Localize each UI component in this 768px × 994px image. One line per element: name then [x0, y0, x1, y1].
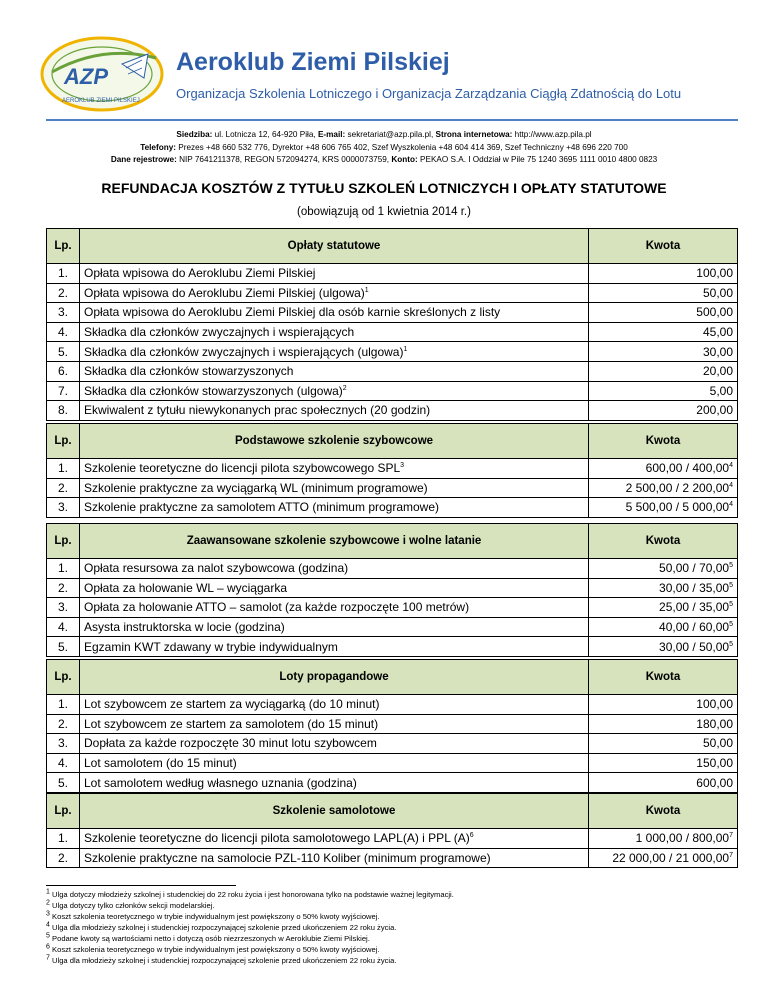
- footnote-text: Koszt szkolenia teoretycznego w trybie indywidualnym jest powiększony o 50% kwoty wyjściowej.: [52, 945, 380, 954]
- row-number: 5.: [47, 773, 80, 793]
- row-description: [80, 401, 589, 421]
- amount-text: 25,00 / 35,00: [659, 600, 730, 615]
- description-text: Składka dla członków stowarzyszonych: [84, 364, 294, 379]
- amount-text: 45,00: [702, 325, 733, 340]
- amount-text: 40,00 / 60,00: [659, 620, 730, 635]
- footnotes: [46, 889, 746, 966]
- row-amount: [589, 459, 738, 479]
- amount-text: 1 000,00 / 800,00: [635, 831, 730, 846]
- row-description: [80, 848, 589, 868]
- row-amount: [589, 342, 738, 362]
- amount-text: 20,00: [702, 364, 733, 379]
- footnote-number: 4: [46, 921, 50, 929]
- table-header-row: [47, 524, 738, 559]
- row-description: [80, 322, 589, 342]
- row-amount: [589, 303, 738, 323]
- description-text: Opłata wpisowa do Aeroklubu Ziemi Pilskiej (ulgowa): [84, 285, 365, 300]
- logo-ring-text: AEROKLUB ZIEMI PILSKIEJ: [62, 98, 140, 104]
- description-text: Opłata wpisowa do Aeroklubu Ziemi Pilskiej: [84, 266, 316, 281]
- table-row: [47, 478, 738, 498]
- row-description: [80, 361, 589, 381]
- contact-value: sekretariat@azp.pila.pl,: [345, 130, 436, 139]
- description-text: Szkolenie praktyczne za samolotem ATTO (minimum programowe): [84, 500, 440, 515]
- row-amount: [589, 753, 738, 773]
- table-row: [47, 578, 738, 598]
- row-description: [80, 478, 589, 498]
- fee-table: [46, 523, 738, 657]
- amount-text: 22 000,00 / 21 000,00: [612, 850, 730, 865]
- amount-text: 50,00: [702, 285, 733, 300]
- row-description: [80, 829, 589, 849]
- contact-label: E-mail:: [317, 130, 346, 139]
- amount-text: 600,00 / 400,00: [645, 461, 730, 476]
- footnote-number: 7: [46, 954, 50, 962]
- footnote-ref: 7: [729, 851, 733, 859]
- contact-label: Siedziba:: [176, 130, 213, 139]
- amount-header: Kwota: [589, 424, 738, 459]
- footnote: [46, 955, 746, 966]
- footnote-divider: [46, 885, 236, 886]
- description-text: Szkolenie praktyczne za wyciągarką WL (minimum programowe): [84, 480, 428, 495]
- description-text: Lot samolotem według własnego uznania (godzina): [84, 775, 357, 790]
- lp-header: Lp.: [47, 229, 80, 264]
- row-description: [80, 283, 589, 303]
- row-amount: [589, 617, 738, 637]
- footnote-ref: 4: [729, 501, 733, 509]
- description-text: Lot szybowcem ze startem za samolotem (do 15 minut): [84, 716, 379, 731]
- footnote-ref: 4: [729, 462, 733, 470]
- row-description: [80, 578, 589, 598]
- lp-header: Lp.: [47, 660, 80, 695]
- organization-subtitle: Organizacja Szkolenia Lotniczego i Organizacja Zarządzania Ciągłą Zdatnością do Lotu: [176, 86, 682, 101]
- amount-header: Kwota: [589, 660, 738, 695]
- contact-line: [0, 142, 768, 155]
- table-row: [47, 559, 738, 579]
- organization-name: Aeroklub Ziemi Pilskiej: [176, 48, 450, 76]
- row-number: 7.: [47, 381, 80, 401]
- description-text: Składka dla członków zwyczajnych i wspierających (ulgowa): [84, 344, 404, 359]
- row-description: [80, 498, 589, 518]
- footnote-ref: 5: [729, 581, 733, 589]
- row-description: [80, 617, 589, 637]
- footnote-number: 3: [46, 910, 50, 918]
- aeroklub-logo: [38, 34, 166, 114]
- table-header-row: [47, 424, 738, 459]
- description-text: Opłata wpisowa do Aeroklubu Ziemi Pilskiej dla osób karnie skreślonych z listy: [84, 305, 501, 320]
- footnote-ref: 1: [403, 345, 408, 353]
- row-number: 1.: [47, 459, 80, 479]
- amount-text: 30,00 / 50,00: [659, 639, 730, 654]
- row-amount: [589, 559, 738, 579]
- amount-text: 30,00 / 35,00: [659, 580, 730, 595]
- footnote-number: 5: [46, 932, 50, 940]
- table-row: [47, 714, 738, 734]
- row-amount: [589, 401, 738, 421]
- row-amount: [589, 361, 738, 381]
- contact-line: [0, 129, 768, 142]
- description-text: Opłata za holowanie ATTO – samolot (za każde rozpoczęte 100 metrów): [84, 600, 470, 615]
- row-number: 5.: [47, 637, 80, 657]
- row-amount: [589, 637, 738, 657]
- table-row: [47, 498, 738, 518]
- row-description: [80, 753, 589, 773]
- amount-text: 5,00: [709, 383, 733, 398]
- contact-label: Telefony:: [140, 142, 176, 152]
- contact-label: Konto:: [391, 155, 418, 164]
- table-row: [47, 322, 738, 342]
- table-row: [47, 773, 738, 793]
- footnote-text: Ulga dotyczy młodzieży szkolnej i studenckiej do 22 roku życia i jest honorowana tylko na podstawie ważnej legitymacji.: [52, 890, 454, 899]
- row-amount: [589, 264, 738, 284]
- document-title: REFUNDACJA KOSZTÓW Z TYTUŁU SZKOLEŃ LOTNICZYCH I OPŁATY STATUTOWE: [101, 180, 667, 196]
- amount-text: 5 500,00 / 5 000,00: [625, 500, 730, 515]
- fee-table: [46, 659, 738, 793]
- row-number: 3.: [47, 734, 80, 754]
- footnote-ref: 4: [729, 481, 733, 489]
- table-header-row: [47, 794, 738, 829]
- row-description: [80, 734, 589, 754]
- table-row: [47, 753, 738, 773]
- footnote-ref: 5: [729, 621, 733, 629]
- lp-header: Lp.: [47, 524, 80, 559]
- row-number: 6.: [47, 361, 80, 381]
- fee-table: [46, 228, 738, 421]
- row-number: 3.: [47, 303, 80, 323]
- description-text: Składka dla członków zwyczajnych i wspierających: [84, 325, 355, 340]
- footnote: [46, 944, 746, 955]
- lp-header: Lp.: [47, 794, 80, 829]
- footnote-text: Koszt szkolenia teoretycznego w trybie indywidualnym jest powiększony o 50% kwoty wyjściowej.: [52, 912, 380, 921]
- table-row: [47, 734, 738, 754]
- footnote-text: Ulga dla młodzieży szkolnej i studenckiej rozpoczynającej szkolenie przed ukończeniem 22 roku życia.: [52, 923, 397, 932]
- table-row: [47, 381, 738, 401]
- description-text: Ekwiwalent z tytułu niewykonanych prac społecznych (20 godzin): [84, 403, 431, 418]
- table-row: [47, 637, 738, 657]
- table-row: [47, 829, 738, 849]
- table-row: [47, 342, 738, 362]
- amount-text: 600,00: [696, 775, 733, 790]
- footnote-ref: 5: [729, 640, 733, 648]
- amount-text: 30,00: [702, 344, 733, 359]
- section-title: Opłaty statutowe: [80, 229, 589, 264]
- description-text: Asysta instruktorska w locie (godzina): [84, 620, 285, 635]
- description-text: Opłata resursowa za nalot szybowcowa (godzina): [84, 561, 349, 576]
- amount-text: 50,00 / 70,00: [659, 561, 730, 576]
- header-divider: [46, 119, 738, 121]
- footnote: [46, 911, 746, 922]
- footnote: [46, 900, 746, 911]
- row-description: [80, 459, 589, 479]
- footnote-ref: 6: [469, 832, 474, 840]
- row-number: 2.: [47, 283, 80, 303]
- row-number: 1.: [47, 559, 80, 579]
- row-description: [80, 264, 589, 284]
- table-header-row: [47, 229, 738, 264]
- row-number: 4.: [47, 753, 80, 773]
- contact-label: Dane rejestrowe:: [110, 155, 177, 164]
- fee-table: [46, 793, 738, 868]
- section-title: Loty propagandowe: [80, 660, 589, 695]
- table-row: [47, 459, 738, 479]
- section-title: Szkolenie samolotowe: [80, 794, 589, 829]
- row-description: [80, 342, 589, 362]
- amount-text: 150,00: [696, 756, 733, 771]
- footnote-number: 6: [46, 943, 50, 951]
- row-amount: [589, 829, 738, 849]
- row-number: 4.: [47, 617, 80, 637]
- row-number: 5.: [47, 342, 80, 362]
- row-amount: [589, 848, 738, 868]
- row-number: 1.: [47, 264, 80, 284]
- row-amount: [589, 714, 738, 734]
- row-number: 1.: [47, 695, 80, 715]
- row-amount: [589, 578, 738, 598]
- letterhead: [38, 30, 738, 120]
- table-row: [47, 303, 738, 323]
- table-row: [47, 401, 738, 421]
- description-text: Szkolenie teoretyczne do licencji pilota samolotowego LAPL(A) i PPL (A): [84, 831, 470, 846]
- row-description: [80, 773, 589, 793]
- section-title: Zaawansowane szkolenie szybowcowe i wolne latanie: [80, 524, 589, 559]
- document-subtitle: (obowiązują od 1 kwietnia 2014 r.): [297, 206, 471, 218]
- section-title: Podstawowe szkolenie szybowcowe: [80, 424, 589, 459]
- amount-header: Kwota: [589, 794, 738, 829]
- row-number: 1.: [47, 829, 80, 849]
- table-row: [47, 598, 738, 618]
- row-description: [80, 381, 589, 401]
- description-text: Lot samolotem (do 15 minut): [84, 756, 237, 771]
- description-text: Szkolenie praktyczne na samolocie PZL-110 Koliber (minimum programowe): [84, 850, 491, 865]
- row-amount: [589, 695, 738, 715]
- description-text: Opłata za holowanie WL – wyciągarka: [84, 580, 287, 595]
- amount-text: 500,00: [696, 305, 733, 320]
- row-description: [80, 559, 589, 579]
- row-amount: [589, 478, 738, 498]
- footnote-number: 2: [46, 899, 50, 907]
- row-description: [80, 598, 589, 618]
- row-number: 8.: [47, 401, 80, 421]
- contact-block: [0, 129, 768, 167]
- footnote-ref: 3: [400, 462, 405, 470]
- table-row: [47, 361, 738, 381]
- footnote-text: Podane kwoty są wartościami netto i dotyczą osób niezrzeszonych w Aeroklubie Ziemi Pilskiej.: [52, 934, 370, 943]
- footnote-ref: 5: [729, 601, 733, 609]
- row-number: 2.: [47, 714, 80, 734]
- description-text: Składka dla członków stowarzyszonych (ulgowa): [84, 383, 343, 398]
- footnote: [46, 889, 746, 900]
- description-text: Dopłata za każde rozpoczęte 30 minut lotu szybowcem: [84, 736, 377, 751]
- row-amount: [589, 498, 738, 518]
- footnote-ref: 5: [729, 562, 733, 570]
- amount-text: 2 500,00 / 2 200,00: [625, 480, 730, 495]
- table-row: [47, 848, 738, 868]
- row-description: [80, 303, 589, 323]
- footnote-ref: 1: [364, 286, 369, 294]
- amount-text: 50,00: [702, 736, 733, 751]
- fee-table: [46, 423, 738, 518]
- lp-header: Lp.: [47, 424, 80, 459]
- row-amount: [589, 283, 738, 303]
- contact-value: NIP 7641211378, REGON 572094274, KRS 0000073759,: [176, 155, 392, 164]
- row-description: [80, 695, 589, 715]
- contact-label: Strona internetowa:: [435, 130, 513, 139]
- contact-line: [0, 154, 768, 167]
- contact-value: ul. Lotnicza 12, 64-920 Piła,: [212, 130, 318, 139]
- row-number: 3.: [47, 498, 80, 518]
- table-row: [47, 264, 738, 284]
- row-description: [80, 637, 589, 657]
- row-amount: [589, 322, 738, 342]
- row-description: [80, 714, 589, 734]
- row-number: 2.: [47, 848, 80, 868]
- row-amount: [589, 381, 738, 401]
- footnote-number: 1: [46, 888, 50, 896]
- row-number: 2.: [47, 578, 80, 598]
- contact-value: Prezes +48 660 532 776, Dyrektor +48 606 765 402, Szef Wyszkolenia +48 604 414 369, Szef Techniczny +48 696 220 700: [176, 142, 628, 152]
- footnote-ref: 7: [729, 832, 733, 840]
- description-text: Lot szybowcem ze startem za wyciągarką (do 10 minut): [84, 697, 380, 712]
- row-number: 4.: [47, 322, 80, 342]
- table-row: [47, 283, 738, 303]
- footnote-text: Ulga dotyczy tylko członków sekcji modelarskiej.: [52, 901, 215, 910]
- contact-value: http://www.azp.pila.pl: [512, 130, 592, 139]
- amount-text: 180,00: [696, 716, 733, 731]
- row-number: 3.: [47, 598, 80, 618]
- table-row: [47, 695, 738, 715]
- row-amount: [589, 773, 738, 793]
- footnote: [46, 933, 746, 944]
- description-text: Szkolenie teoretyczne do licencji pilota szybowcowego SPL: [84, 461, 401, 476]
- table-row: [47, 617, 738, 637]
- table-header-row: [47, 660, 738, 695]
- row-amount: [589, 598, 738, 618]
- row-number: 2.: [47, 478, 80, 498]
- amount-header: Kwota: [589, 229, 738, 264]
- contact-value: PEKAO S.A. I Oddział w Pile 75 1240 3695 1111 0010 4800 0823: [417, 155, 658, 164]
- footnote-ref: 2: [342, 384, 347, 392]
- logo-text: AZP: [64, 64, 108, 89]
- amount-text: 100,00: [696, 697, 733, 712]
- amount-text: 100,00: [696, 266, 733, 281]
- footnote: [46, 922, 746, 933]
- footnote-text: Ulga dla młodzieży szkolnej i studenckiej rozpoczynającej szkolenie przed ukończeniem 22 roku życia.: [52, 956, 397, 965]
- amount-header: Kwota: [589, 524, 738, 559]
- row-amount: [589, 734, 738, 754]
- description-text: Egzamin KWT zdawany w trybie indywidualnym: [84, 639, 338, 654]
- amount-text: 200,00: [696, 403, 733, 418]
